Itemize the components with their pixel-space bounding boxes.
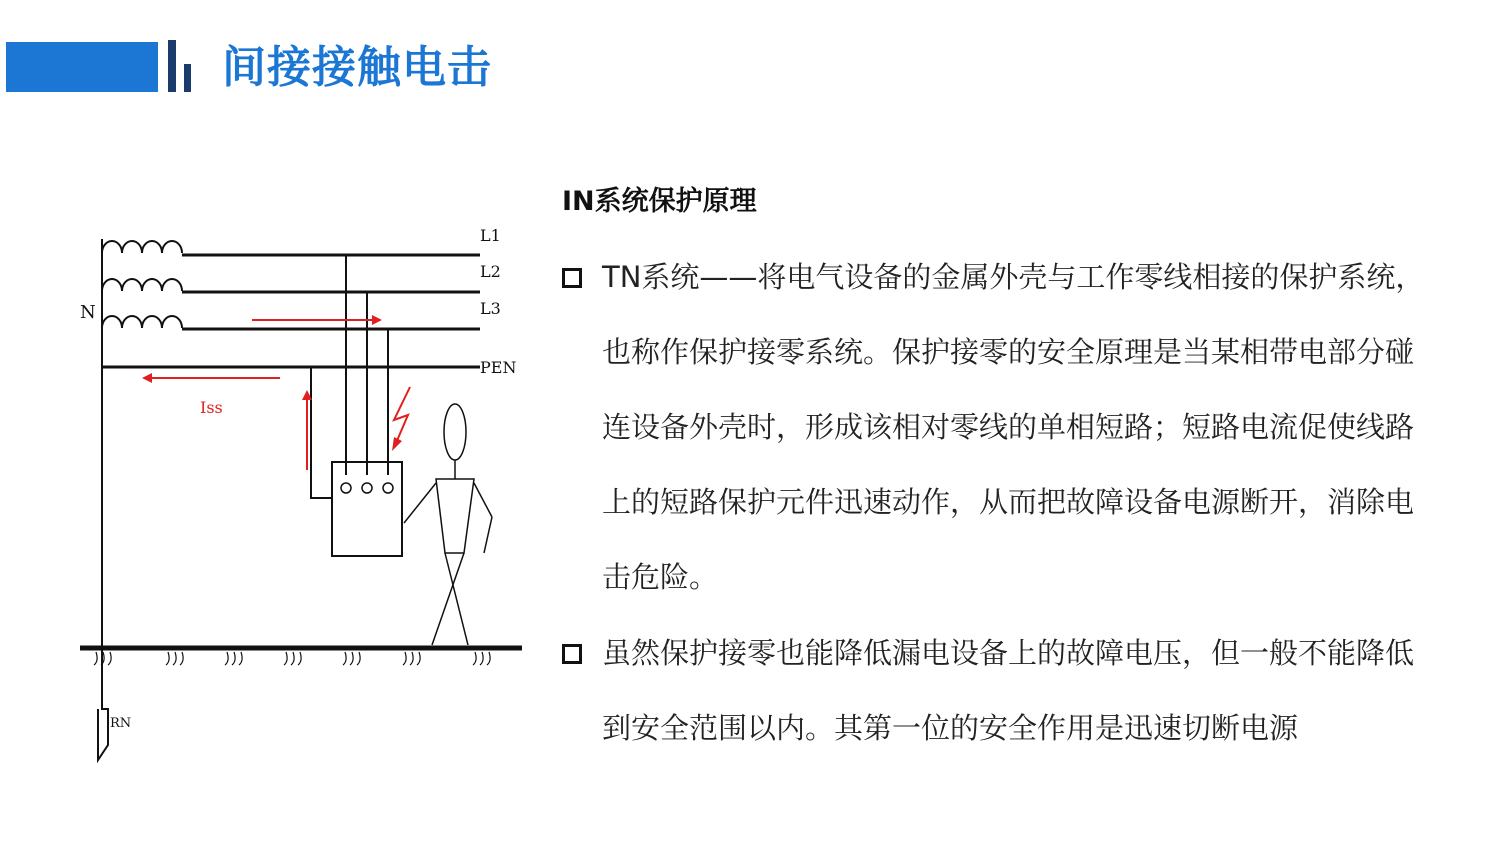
bullet-text: 虽然保护接零也能降低漏电设备上的故障电压，但一般不能降低到安全范围以内。其第一位的安全作用是迅速切断电源 — [602, 636, 1415, 745]
earth-electrode — [98, 648, 108, 760]
terminal-3 — [383, 483, 393, 493]
square-bullet-icon — [562, 644, 582, 664]
fault-current-arrows — [142, 315, 410, 470]
header-divider-tall — [168, 40, 176, 92]
pe-connection — [311, 367, 332, 498]
header-divider-short — [184, 64, 191, 92]
equipment-enclosure — [332, 462, 402, 556]
page-title: 间接接触电击 — [222, 42, 492, 93]
bullet-text: TN系统——将电气设备的金属外壳与工作零线相接的保护系统，也称作保护接零系统。保护接零的安全原理是当某相带电部分碰连设备外壳时，形成该相对零线的单相短路；短路电流促使线路上的短路保护元件迅速动作，从而把故障设备电源断开，消除电击危险。 — [602, 260, 1425, 594]
label-iss: Iss — [200, 398, 223, 417]
terminal-1 — [341, 483, 351, 493]
label-l2: L2 — [480, 262, 501, 281]
label-n: N — [80, 302, 96, 323]
transformer-coils — [102, 241, 182, 328]
header-accent-bar — [6, 42, 158, 92]
section-heading: IN系统保护原理 — [562, 186, 757, 217]
person-figure — [404, 404, 492, 645]
label-l3: L3 — [480, 299, 501, 318]
label-pen: PEN — [480, 358, 517, 377]
label-rn: RN — [110, 716, 132, 731]
terminal-2 — [362, 483, 372, 493]
label-l1: L1 — [480, 226, 501, 245]
ground-hatching — [94, 652, 490, 665]
tn-system-diagram — [70, 215, 540, 770]
square-bullet-icon — [562, 268, 582, 288]
